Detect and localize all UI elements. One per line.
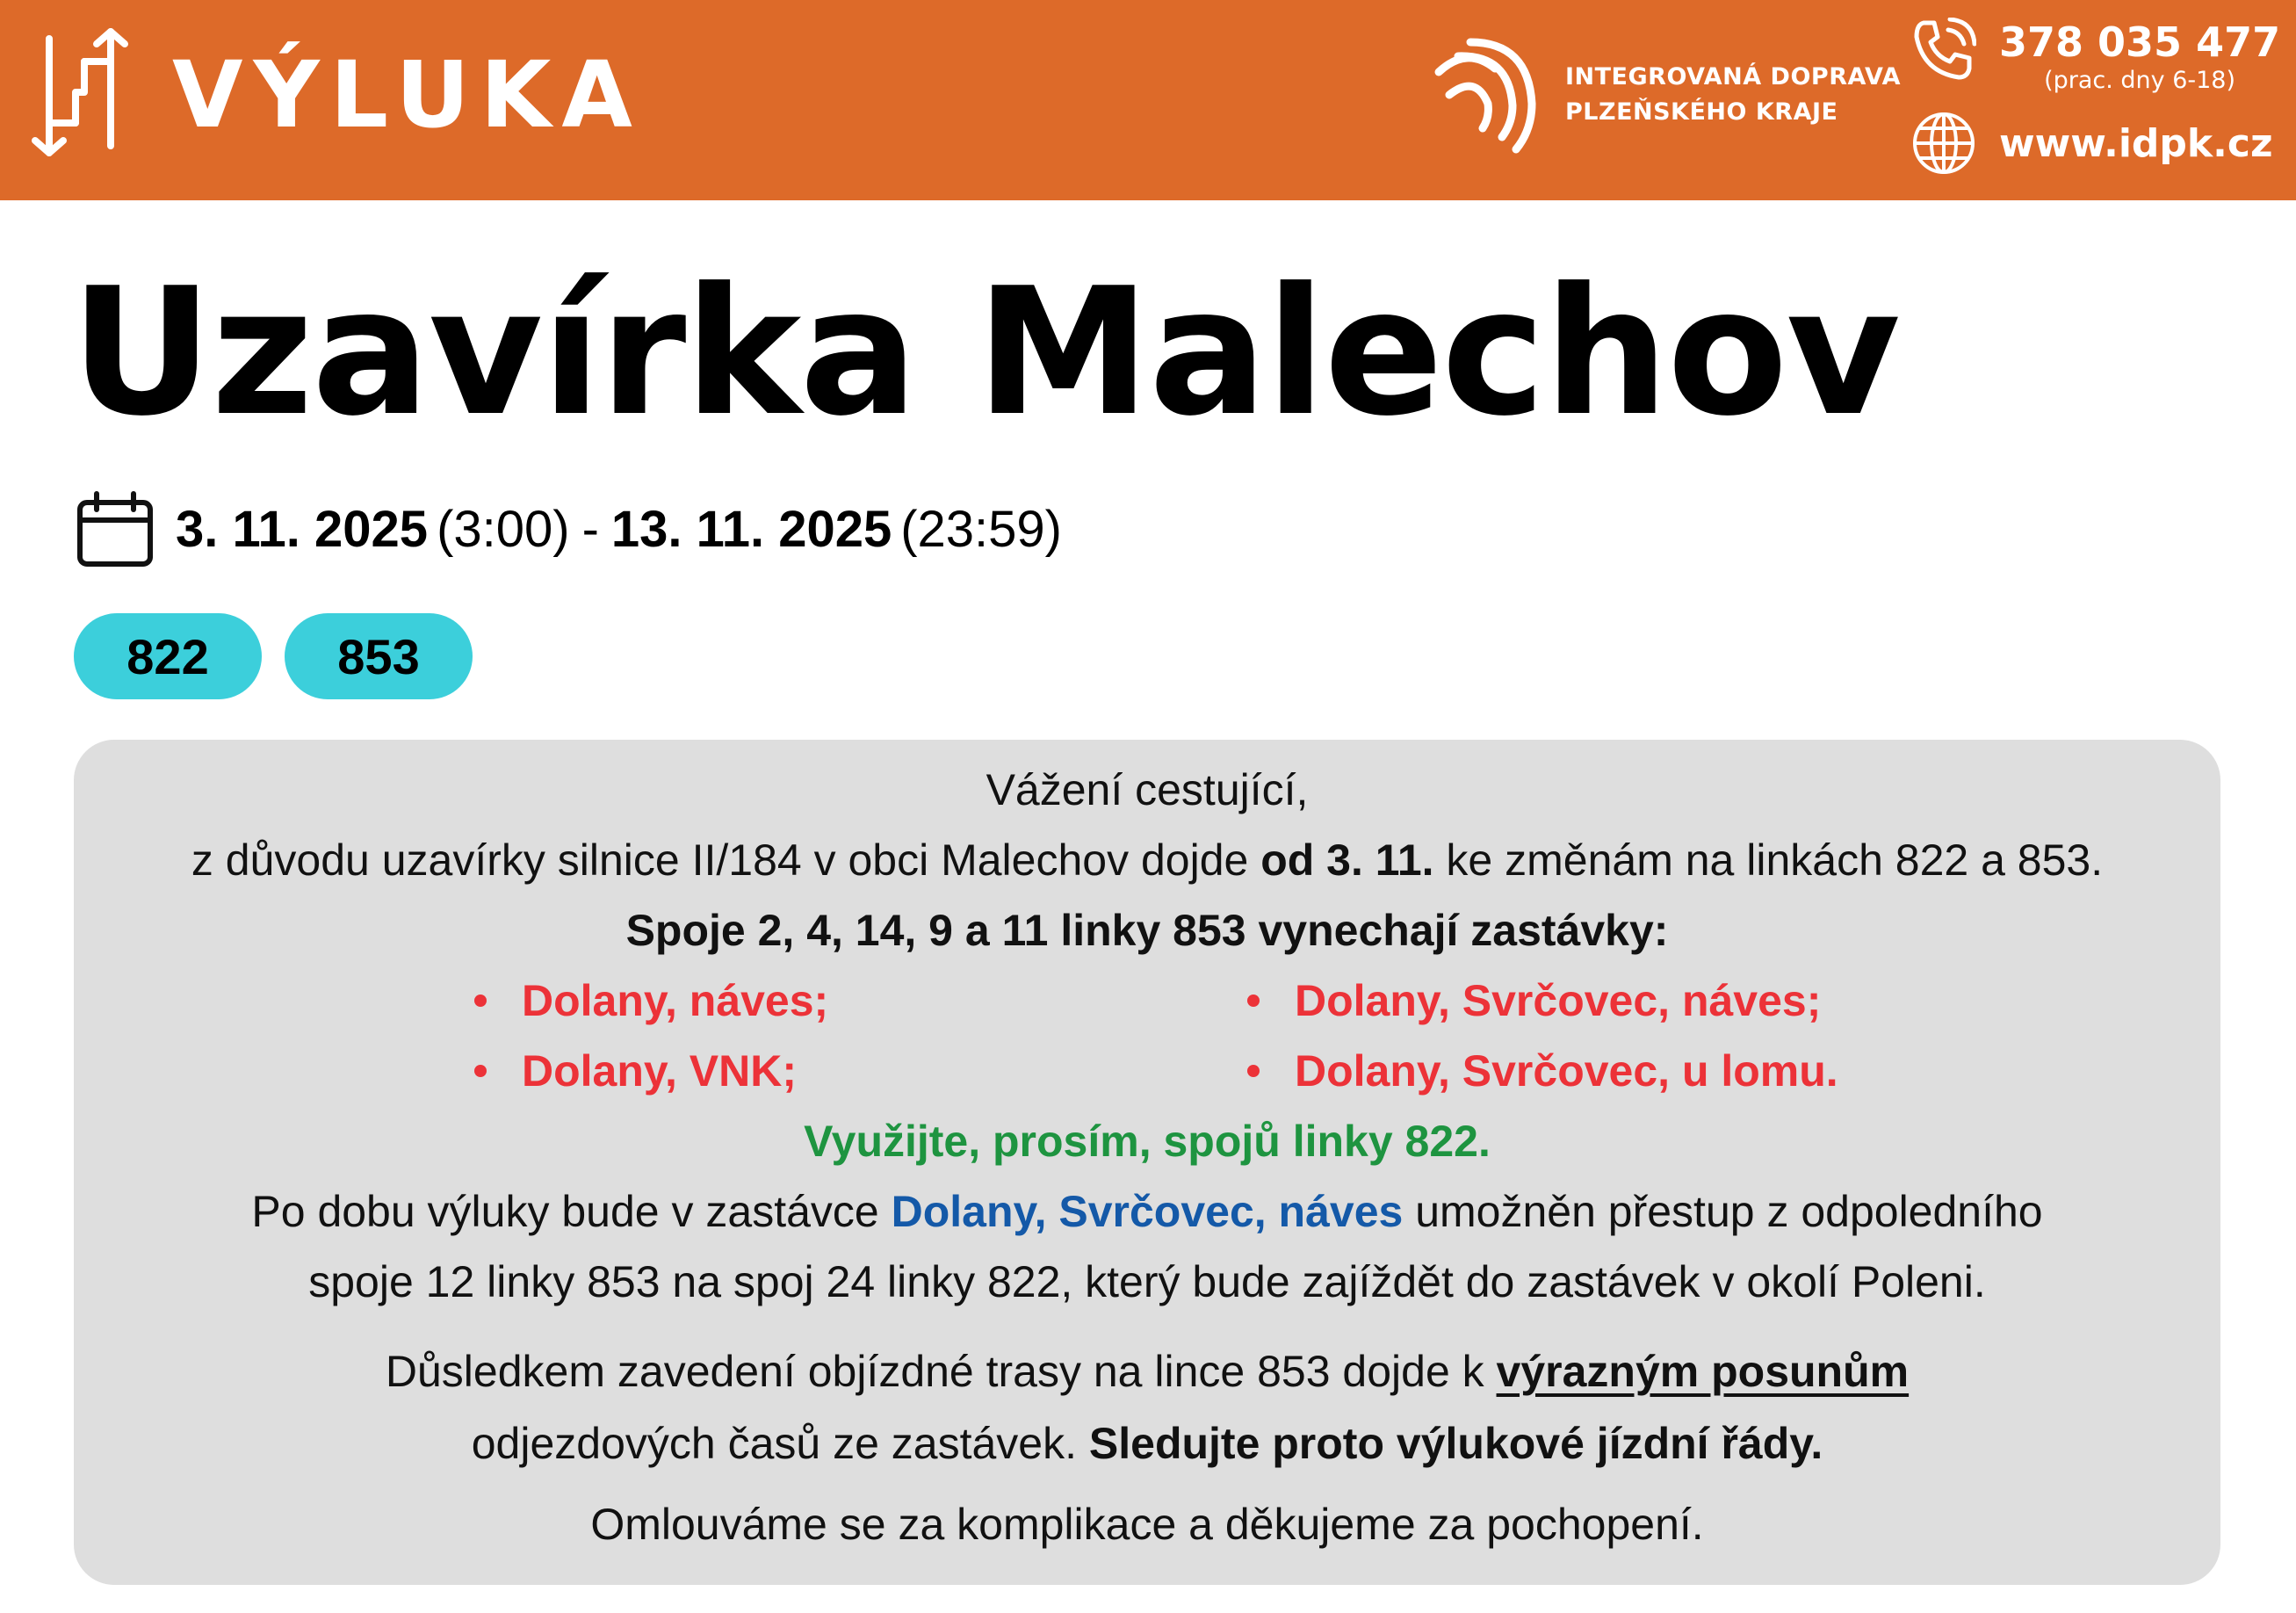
page-title: Uzavírka Malechov	[70, 250, 1899, 455]
skipped-stop	[1247, 975, 1821, 1026]
brand-title: VÝLUKA	[172, 41, 643, 148]
bullet-icon	[1247, 995, 1260, 1007]
transfer-text: Po dobu výluky bude v zastávce	[251, 1187, 892, 1236]
transfer-stop: Dolany, Svrčovec, náves	[891, 1187, 1404, 1236]
period-separator: -	[581, 500, 599, 558]
idpk-logo-icon	[1432, 33, 1546, 156]
period-from-time: (3:00)	[437, 500, 570, 558]
skipped-stop	[474, 1045, 797, 1096]
transfer-info-line2: spoje 12 linky 853 na spoj 24 linky 822, který bude zajíždět do zastávek v okolí Poleni.	[308, 1257, 1986, 1306]
detour-instruction: Sledujte proto výlukové jízdní řády.	[1088, 1419, 1823, 1468]
detour-info	[74, 1346, 2220, 1397]
apology: Omlouváme se za komplikace a děkujeme za pochopení.	[590, 1500, 1704, 1549]
skipped-stop-label: Dolany, náves;	[522, 976, 829, 1025]
website-link[interactable]: www.idpk.cz	[1999, 120, 2273, 166]
bullet-icon	[1247, 1065, 1260, 1077]
operator-name	[1565, 60, 1901, 130]
notice-greeting: Vážení cestující,	[986, 765, 1309, 814]
skipped-stop-label: Dolany, Svrčovec, u lomu.	[1295, 1046, 1838, 1096]
operator-name-line2: PLZEŇSKÉHO KRAJE	[1565, 98, 1838, 126]
skipped-stop	[474, 975, 828, 1026]
affected-lines	[74, 613, 473, 699]
notice-intro	[74, 835, 2220, 886]
line-badge-853[interactable]: 853	[285, 613, 473, 699]
contact-phone[interactable]	[1911, 18, 2280, 95]
skipped-stop-label: Dolany, Svrčovec, náves;	[1295, 976, 1822, 1025]
intro-date: od 3. 11.	[1260, 835, 1434, 885]
bullet-icon	[474, 1065, 487, 1077]
bullet-icon	[474, 995, 487, 1007]
operator-block	[1432, 33, 1901, 156]
period-from-date: 3. 11. 2025	[176, 500, 429, 558]
period-to-date: 13. 11. 2025	[610, 500, 892, 558]
line-badge-822[interactable]: 822	[74, 613, 262, 699]
brand	[32, 26, 643, 158]
phone-number: 378 035 477	[1999, 18, 2281, 66]
period-to-time: (23:59)	[900, 500, 1062, 558]
validity-period	[76, 488, 1062, 569]
phone-icon	[1911, 18, 1976, 83]
calendar-icon	[76, 490, 155, 568]
vyluka-arrows-icon	[32, 26, 128, 158]
skipped-heading: Spoje 2, 4, 14, 9 a 11 linky 853 vynechají zastávky:	[625, 906, 1669, 955]
recommendation: Využijte, prosím, spojů linky 822.	[804, 1117, 1491, 1166]
detour-text-line2: odjezdových časů ze zastávek.	[471, 1419, 1089, 1468]
detour-info-line2	[74, 1418, 2220, 1469]
transfer-info	[74, 1186, 2220, 1237]
header-bar	[0, 0, 2296, 200]
notice-box	[74, 740, 2220, 1585]
intro-text: z důvodu uzavírky silnice II/184 v obci Malechov dojde	[191, 835, 1261, 885]
skipped-stop-label: Dolany, VNK;	[522, 1046, 797, 1096]
phone-hours: (prac. dny 6-18)	[2044, 67, 2236, 94]
detour-emphasis: výrazným posunům	[1496, 1347, 1910, 1396]
intro-text-end: ke změnám na linkách 822 a 853.	[1433, 835, 2104, 885]
globe-icon	[1911, 111, 1976, 176]
operator-name-line1: INTEGROVANÁ DOPRAVA	[1565, 63, 1902, 90]
skipped-stop	[1247, 1045, 1838, 1096]
contact-web[interactable]	[1911, 111, 2273, 176]
transfer-text-end: umožněn přestup z odpoledního	[1403, 1187, 2043, 1236]
detour-text: Důsledkem zavedení objízdné trasy na lince 853 dojde k	[385, 1347, 1497, 1396]
